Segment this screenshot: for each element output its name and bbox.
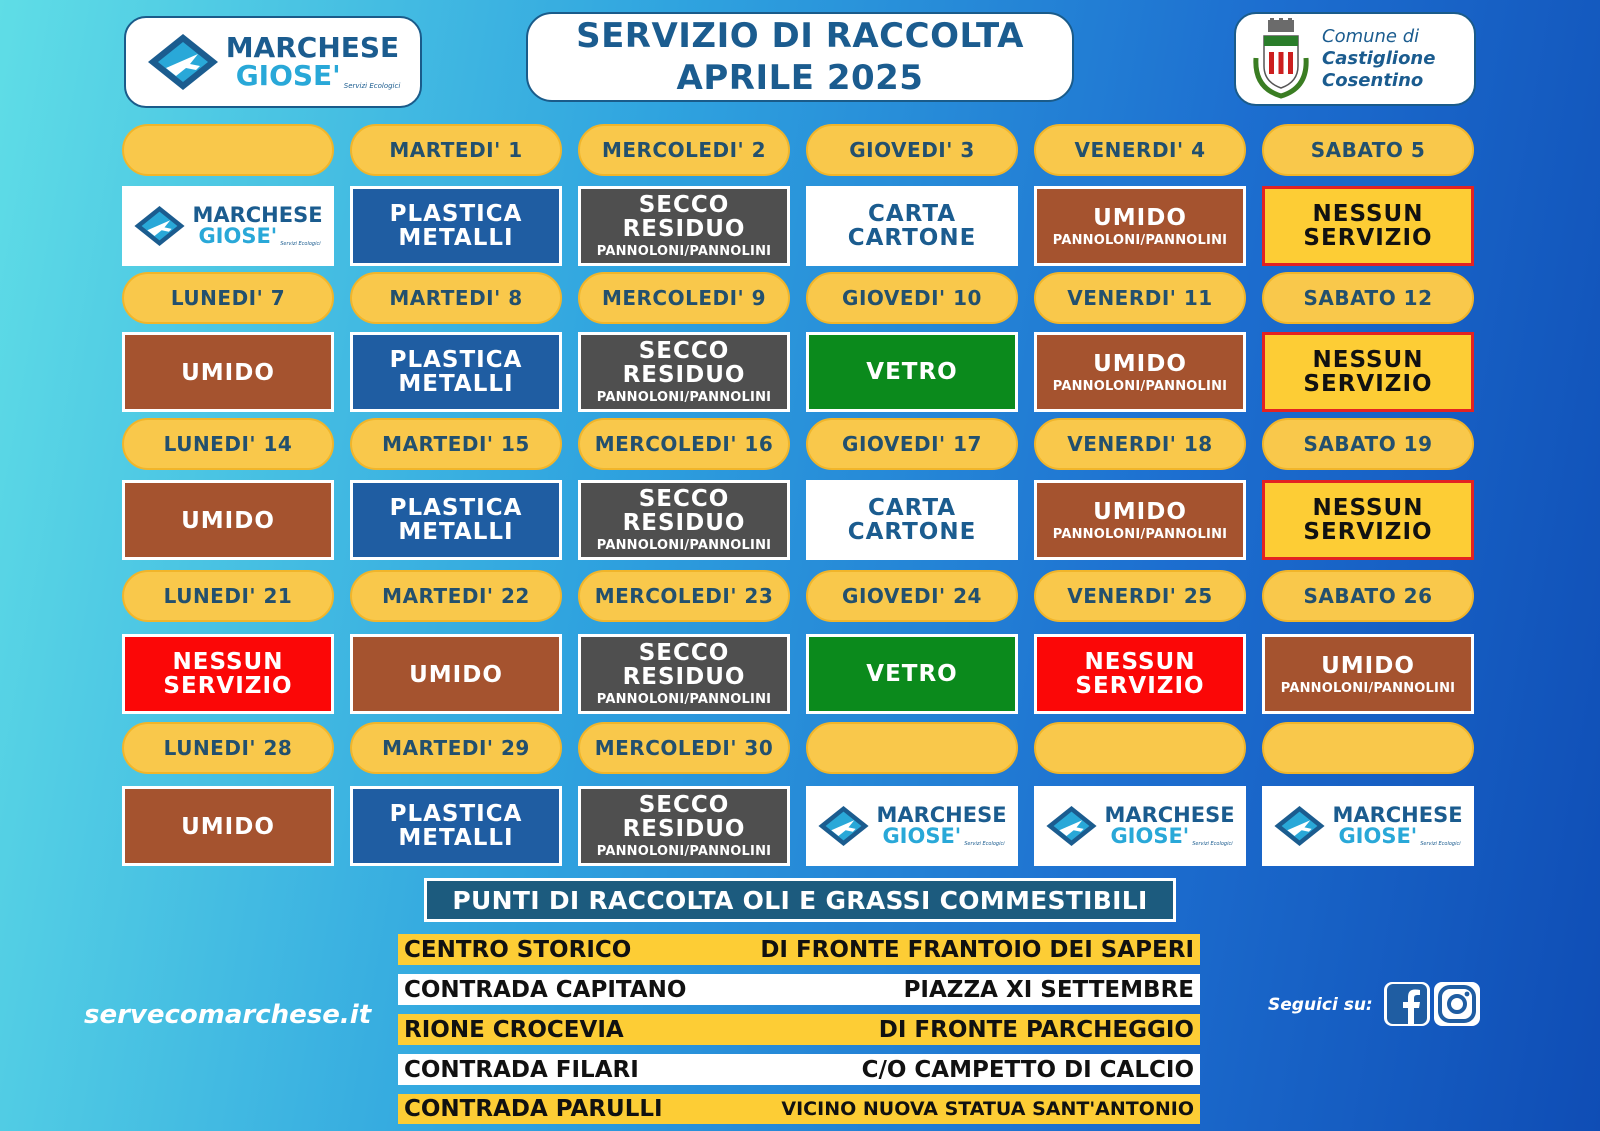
day-pill: MARTEDI' 15 [350,418,562,470]
service-label: PLASTICA METALLI [389,347,523,397]
service-cell [1034,332,1246,412]
brand-logo-cell [1034,786,1246,866]
brand-logo-cell [122,186,334,266]
day-pill: MERCOLEDI' 23 [578,570,790,622]
service-sublabel: PANNOLONI/PANNOLINI [596,537,772,553]
day-pill [1034,722,1246,774]
service-sublabel: PANNOLONI/PANNOLINI [1052,526,1228,542]
day-pill: VENERDI' 25 [1034,570,1246,622]
service-cell [806,480,1018,560]
service-label: UMIDO [181,814,275,840]
day-pill: MERCOLEDI' 16 [578,418,790,470]
oil-place: CONTRADA FILARI [404,1056,639,1083]
brand-logo [1273,804,1462,848]
comune-box [1234,12,1476,106]
brand-logo-box [124,16,422,108]
brand-tagline: Servizi Ecologici [280,241,321,247]
service-label: VETRO [866,661,958,687]
day-pill: GIOVEDI' 24 [806,570,1018,622]
brand-line2: GIOSE' [198,224,278,248]
service-label: SECCO RESIDUO [622,639,746,690]
service-label: CARTA CARTONE [847,495,977,545]
oil-location: VICINO NUOVA STATUA SANT'ANTONIO [781,1098,1194,1120]
brand-line1: MARCHESE [1104,803,1235,827]
service-cell [578,480,790,560]
brand-logo-cell [806,786,1018,866]
title-line2: APRILE 2025 [676,58,924,98]
comune-line2: Castiglione [1322,48,1436,69]
day-pill: LUNEDI' 14 [122,418,334,470]
day-pill: LUNEDI' 7 [122,272,334,324]
service-cell [1262,186,1474,266]
service-label: UMIDO [1093,350,1187,377]
follow-label: Seguici su: [1268,995,1373,1015]
brand-tagline: Servizi Ecologici [964,841,1005,847]
day-pill: LUNEDI' 28 [122,722,334,774]
service-label: SECCO RESIDUO [622,791,746,842]
day-pill [806,722,1018,774]
brand-line2: GIOSE' [235,59,341,92]
brand-logo [817,804,1006,848]
service-cell [1262,480,1474,560]
day-pill: MARTEDI' 22 [350,570,562,622]
oil-location: DI FRONTE PARCHEGGIO [878,1016,1194,1043]
day-pill: SABATO 19 [1262,418,1474,470]
service-cell [122,480,334,560]
day-pill: GIOVEDI' 3 [806,124,1018,176]
day-pill: SABATO 12 [1262,272,1474,324]
brand-line1: MARCHESE [192,203,323,227]
oil-row [398,1014,1200,1045]
brand-logo [1045,804,1234,848]
service-sublabel: PANNOLONI/PANNOLINI [596,389,772,405]
service-label: NESSUN SERVIZIO [163,649,293,699]
page-title [526,12,1074,102]
service-cell [350,186,562,266]
service-cell [578,634,790,714]
service-cell [1262,634,1474,714]
oil-section-title: PUNTI DI RACCOLTA OLI E GRASSI COMMESTIBILI [424,878,1176,922]
brand-tagline: Servizi Ecologici [1420,841,1461,847]
oil-row [398,1054,1200,1085]
coat-of-arms-icon [1250,18,1312,100]
service-cell [578,332,790,412]
service-cell [578,186,790,266]
service-cell [806,634,1018,714]
service-label: SECCO RESIDUO [622,337,746,388]
service-cell [1262,332,1474,412]
service-cell [350,332,562,412]
service-label: SECCO RESIDUO [622,191,746,242]
service-cell [122,786,334,866]
oil-place: CONTRADA PARULLI [404,1096,663,1122]
service-cell [1034,480,1246,560]
service-sublabel: PANNOLONI/PANNOLINI [1280,680,1456,696]
service-label: NESSUN SERVIZIO [1303,201,1433,251]
service-cell [350,480,562,560]
service-label: NESSUN SERVIZIO [1303,347,1433,397]
service-label: PLASTICA METALLI [389,495,523,545]
service-cell [350,634,562,714]
service-label: UMIDO [181,360,275,386]
service-cell [806,332,1018,412]
plane-diamond-icon [146,32,220,92]
service-label: SECCO RESIDUO [622,485,746,536]
service-sublabel: PANNOLONI/PANNOLINI [596,243,772,259]
service-label: PLASTICA METALLI [389,801,523,851]
brand-line2: GIOSE' [1110,824,1190,848]
plane-diamond-icon [1045,804,1098,848]
day-pill: VENERDI' 18 [1034,418,1246,470]
plane-diamond-icon [133,204,186,248]
brand-tagline: Servizi Ecologici [343,82,401,90]
title-line1: SERVIZIO DI RACCOLTA [576,16,1024,56]
plane-diamond-icon [817,804,870,848]
brand-line2: GIOSE' [1338,824,1418,848]
brand-line2: GIOSE' [882,824,962,848]
instagram-icon[interactable] [1434,982,1480,1026]
brand-logo [133,204,322,248]
day-pill: MARTEDI' 29 [350,722,562,774]
oil-row [398,974,1200,1005]
day-pill: MERCOLEDI' 30 [578,722,790,774]
day-pill: GIOVEDI' 10 [806,272,1018,324]
brand-line1: MARCHESE [225,31,400,64]
service-cell [1034,186,1246,266]
service-cell [122,332,334,412]
day-pill: MERCOLEDI' 9 [578,272,790,324]
service-cell [350,786,562,866]
service-label: UMIDO [409,662,503,688]
day-pill: VENERDI' 11 [1034,272,1246,324]
service-cell [578,786,790,866]
oil-row [398,1094,1200,1124]
day-pill [122,124,334,176]
service-sublabel: PANNOLONI/PANNOLINI [1052,378,1228,394]
day-pill: MERCOLEDI' 2 [578,124,790,176]
brand-logo [146,32,401,92]
oil-location: DI FRONTE FRANTOIO DEI SAPERI [760,936,1194,963]
service-label: VETRO [866,359,958,385]
oil-place: RIONE CROCEVIA [404,1016,624,1043]
service-label: CARTA CARTONE [847,201,977,251]
day-pill: MARTEDI' 1 [350,124,562,176]
day-pill: SABATO 26 [1262,570,1474,622]
service-cell [806,186,1018,266]
website-link[interactable]: servecomarchese.it [84,1000,372,1030]
comune-line1: Comune di [1322,26,1420,47]
service-cell [1034,634,1246,714]
day-pill: VENERDI' 4 [1034,124,1246,176]
brand-line1: MARCHESE [876,803,1007,827]
oil-place: CENTRO STORICO [404,936,632,963]
comune-line3: Cosentino [1322,70,1424,91]
service-label: NESSUN SERVIZIO [1303,495,1433,545]
service-sublabel: PANNOLONI/PANNOLINI [596,843,772,859]
day-pill [1262,722,1474,774]
brand-line1: MARCHESE [1332,803,1463,827]
oil-place: CONTRADA CAPITANO [404,976,687,1003]
service-label: UMIDO [1321,652,1415,679]
oil-location: C/O CAMPETTO DI CALCIO [861,1056,1194,1083]
service-cell [122,634,334,714]
facebook-icon[interactable] [1384,982,1430,1026]
plane-diamond-icon [1273,804,1326,848]
brand-logo-cell [1262,786,1474,866]
brand-tagline: Servizi Ecologici [1192,841,1233,847]
day-pill: SABATO 5 [1262,124,1474,176]
service-label: UMIDO [1093,204,1187,231]
day-pill: GIOVEDI' 17 [806,418,1018,470]
day-pill: MARTEDI' 8 [350,272,562,324]
service-label: UMIDO [181,508,275,534]
service-label: PLASTICA METALLI [389,201,523,251]
service-label: NESSUN SERVIZIO [1075,649,1205,699]
oil-location: PIAZZA XI SETTEMBRE [903,976,1194,1003]
service-sublabel: PANNOLONI/PANNOLINI [596,691,772,707]
service-sublabel: PANNOLONI/PANNOLINI [1052,232,1228,248]
day-pill: LUNEDI' 21 [122,570,334,622]
oil-row [398,934,1200,965]
service-label: UMIDO [1093,498,1187,525]
